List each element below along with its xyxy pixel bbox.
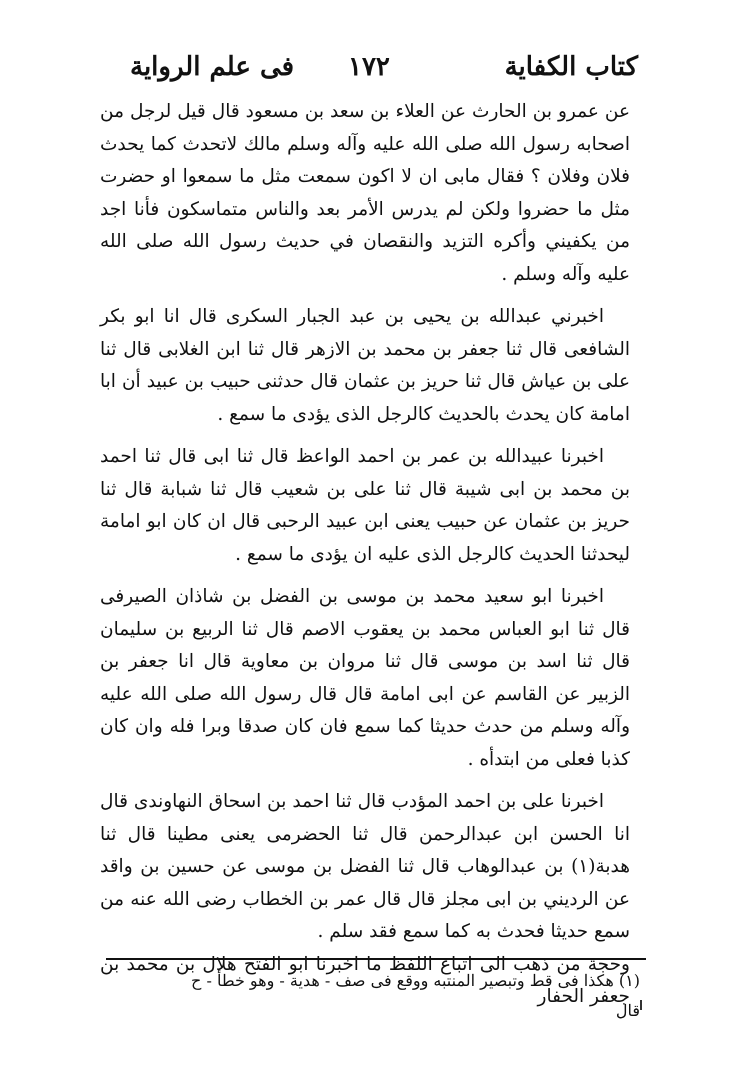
page-number: ١٧٢	[348, 52, 390, 82]
paragraph-6: وحجة من ذهب الى اتباع اللفظ ما اخبرنا ابو الفتح هلال بن محمد بن جعفر الحفار	[100, 953, 630, 1007]
page-header	[130, 52, 638, 94]
footnote-line-1: (١) هكذا فى قط وتبصير المنتبه ووقع فى صف - هدية - وهو خطأ - ح	[191, 971, 640, 990]
header-subject: فى علم الرواية	[130, 52, 295, 82]
header-book-title: كتاب الكفاية	[504, 52, 638, 82]
main-text	[100, 96, 630, 1014]
margin-mark	[640, 1000, 642, 1010]
paragraph-1: عن عمرو بن الحارث عن العلاء بن سعد بن مسعود قال قيل لرجل من اصحابه رسول الله صلى الله عليه وآله وسلم مالك لاتحدث كما يحدث فلان وفلان ؟ فقال مابى ان لا اكون سمعت مثل ما سمعوا او حضرت مثل ما حضروا ولكن لم يدرس الأمر بعد والناس متماسكون فأنا اجد من يكفيني وأكره التزيد والنقصان في حديث رسول الله صلى الله عليه وآله وسلم .	[100, 101, 630, 285]
footnote	[140, 966, 640, 1026]
footnote-line-2: قال	[615, 1001, 640, 1020]
paragraph-5: اخبرنا على بن احمد المؤدب قال ثنا احمد بن اسحاق النهاوندى قال انا الحسن ابن عبدالرحمن قال ثنا الحضرمى يعنى مطينا قال ثنا هدبة(١) بن عبدالوهاب قال ثنا الفضل بن موسى عن حسين بن واقد عن الرديني بن ابى مجلز قال قال عمر بن الخطاب رضى الله عنه من سمع حديثا فحدث به كما سمع فقد سلم .	[100, 791, 630, 942]
paragraph-3: اخبرنا عبيدالله بن عمر بن احمد الواعظ قال ثنا ابى قال ثنا احمد بن محمد بن ابى شيبة قال ثنا على بن شعيب قال ثنا شبابة قال ثنا حريز بن عثمان عن حبيب يعنى ابن عبيد الرحبى قال ان كان ابو امامة ليحدثنا الحديث كالرجل الذى عليه ان يؤدى ما سمع .	[100, 446, 630, 565]
footnote-divider	[106, 958, 646, 960]
paragraph-2: اخبرني عبدالله بن يحيى بن عبد الجبار السكرى قال انا ابو بكر الشافعى قال ثنا جعفر بن محمد بن الازهر قال ثنا ابن الغلابى قال ثنا على بن عياش قال ثنا حريز بن عثمان قال حدثنى حبيب بن عبيد أن ابا امامة كان يحدث بالحديث كالرجل الذى يؤدى ما سمع .	[100, 306, 630, 425]
paragraph-4: اخبرنا ابو سعيد محمد بن موسى بن الفضل بن شاذان الصيرفى قال ثنا ابو العباس محمد بن يعقوب الاصم قال ثنا الربيع بن سليمان قال ثنا اسد بن موسى قال ثنا مروان بن معاوية قال انا جعفر بن الزبير عن القاسم عن ابى امامة قال قال رسول الله صلى الله عليه وآله وسلم من حدث حديثا كما سمع فان كان صدقا وبرا فله وان كان كذبا فعلى من ابتدأه .	[100, 586, 630, 770]
